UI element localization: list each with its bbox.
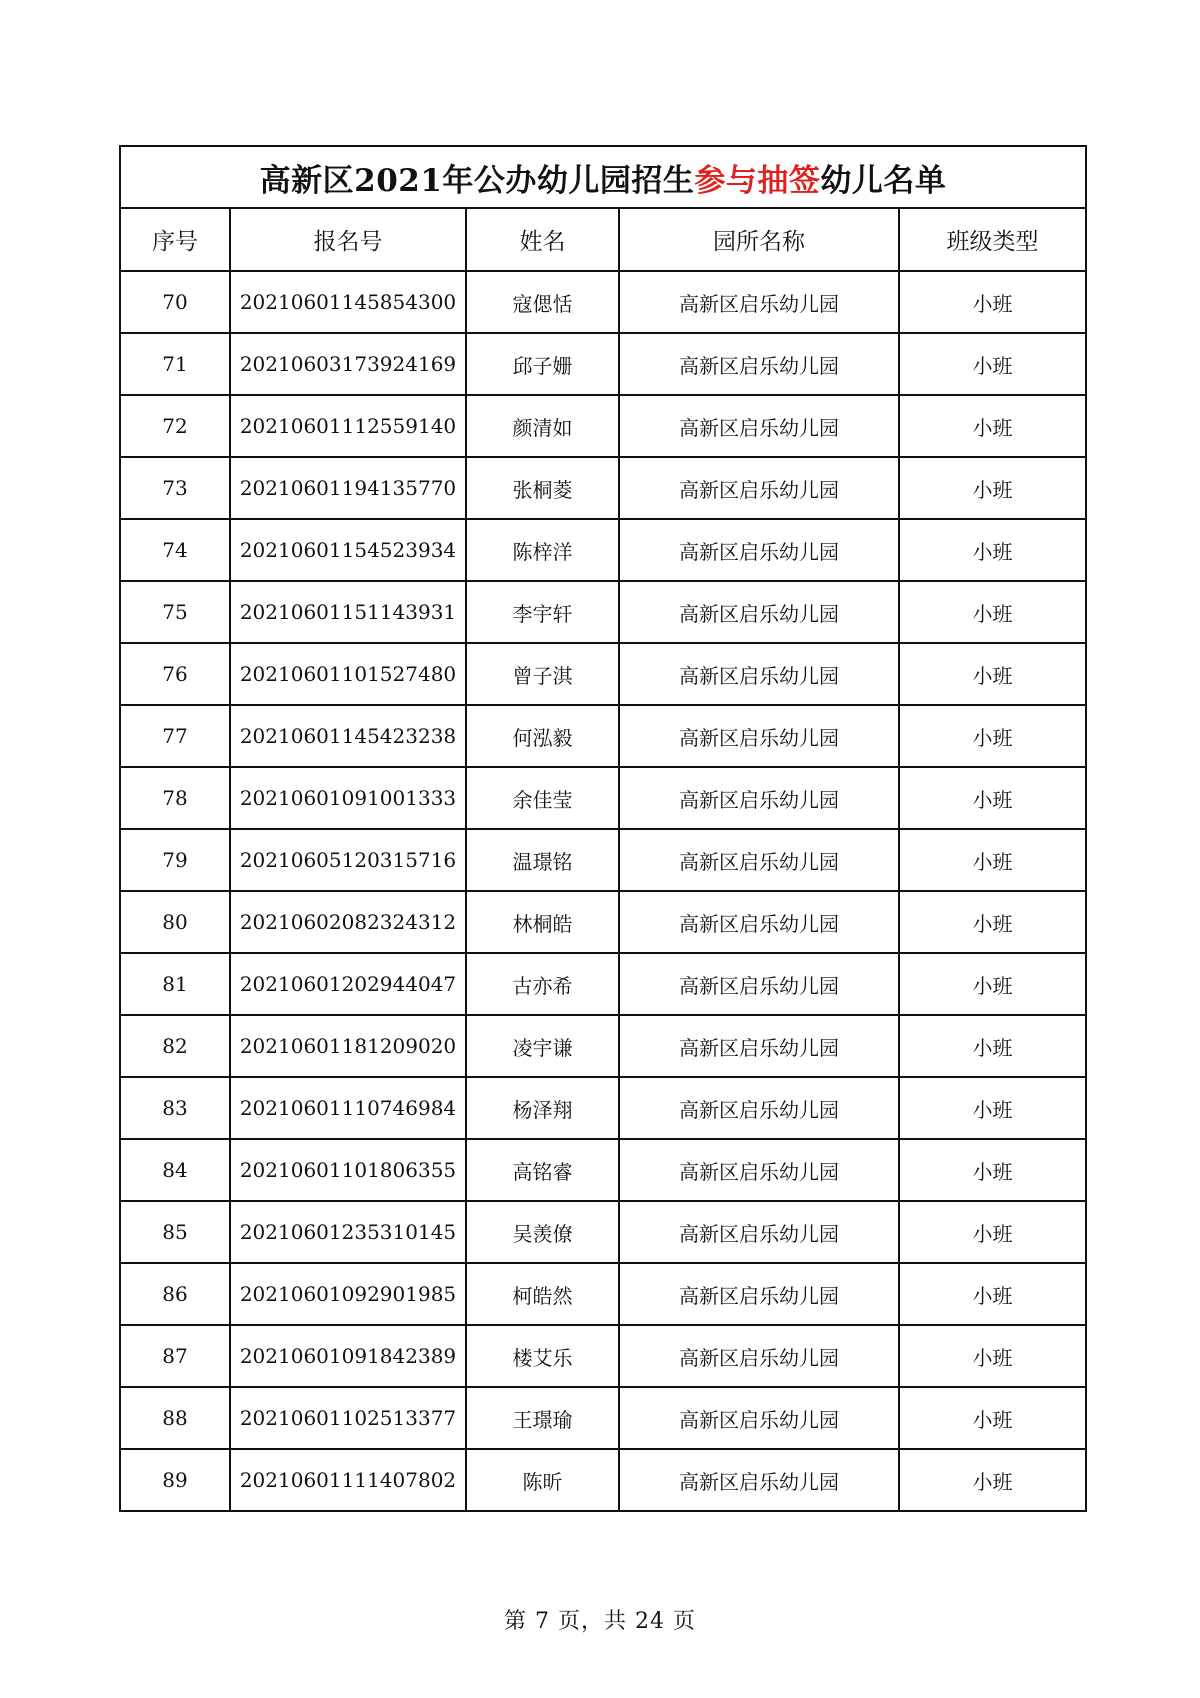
cell-registration-number: 20210601202944047 — [230, 953, 466, 1015]
cell-number: 77 — [120, 705, 230, 767]
cell-number: 74 — [120, 519, 230, 581]
cell-school-name: 高新区启乐幼儿园 — [619, 1263, 899, 1325]
cell-number: 89 — [120, 1449, 230, 1511]
cell-class-type: 小班 — [899, 271, 1086, 333]
table-row — [120, 333, 1086, 395]
cell-registration-number: 20210602082324312 — [230, 891, 466, 953]
cell-number: 78 — [120, 767, 230, 829]
cell-name: 高铭睿 — [466, 1139, 619, 1201]
cell-school-name: 高新区启乐幼儿园 — [619, 457, 899, 519]
cell-class-type: 小班 — [899, 1201, 1086, 1263]
cell-number: 72 — [120, 395, 230, 457]
cell-school-name: 高新区启乐幼儿园 — [619, 1015, 899, 1077]
cell-class-type: 小班 — [899, 643, 1086, 705]
column-header-class-type: 班级类型 — [899, 208, 1086, 271]
cell-school-name: 高新区启乐幼儿园 — [619, 581, 899, 643]
cell-registration-number: 20210601101527480 — [230, 643, 466, 705]
page-footer: 第 7 页，共 24 页 — [504, 1609, 696, 1634]
cell-registration-number: 20210601101806355 — [230, 1139, 466, 1201]
cell-school-name: 高新区启乐幼儿园 — [619, 1387, 899, 1449]
cell-class-type: 小班 — [899, 953, 1086, 1015]
cell-registration-number: 20210601091842389 — [230, 1325, 466, 1387]
cell-registration-number: 20210601091001333 — [230, 767, 466, 829]
cell-name: 余佳莹 — [466, 767, 619, 829]
cell-name: 古亦希 — [466, 953, 619, 1015]
title-prefix: 高新区2021年公办幼儿园招生 — [259, 162, 695, 199]
cell-name: 凌宇谦 — [466, 1015, 619, 1077]
table-row — [120, 1449, 1086, 1511]
cell-registration-number: 20210601112559140 — [230, 395, 466, 457]
cell-number: 88 — [120, 1387, 230, 1449]
cell-name: 李宇轩 — [466, 581, 619, 643]
cell-school-name: 高新区启乐幼儿园 — [619, 643, 899, 705]
cell-registration-number: 20210601102513377 — [230, 1387, 466, 1449]
title-highlight: 参与抽签 — [694, 162, 821, 199]
cell-registration-number: 20210605120315716 — [230, 829, 466, 891]
table-row — [120, 581, 1086, 643]
cell-class-type: 小班 — [899, 1387, 1086, 1449]
column-header-school-name: 园所名称 — [619, 208, 899, 271]
cell-number: 85 — [120, 1201, 230, 1263]
cell-class-type: 小班 — [899, 1263, 1086, 1325]
cell-number: 87 — [120, 1325, 230, 1387]
cell-registration-number: 20210601145854300 — [230, 271, 466, 333]
column-header-number: 序号 — [120, 208, 230, 271]
table-row — [120, 1387, 1086, 1449]
cell-number: 71 — [120, 333, 230, 395]
table-row — [120, 1077, 1086, 1139]
cell-name: 陈梓洋 — [466, 519, 619, 581]
cell-number: 75 — [120, 581, 230, 643]
table-row — [120, 271, 1086, 333]
table-row — [120, 705, 1086, 767]
table-row — [120, 829, 1086, 891]
cell-name: 颜清如 — [466, 395, 619, 457]
cell-school-name: 高新区启乐幼儿园 — [619, 1325, 899, 1387]
cell-registration-number: 20210601235310145 — [230, 1201, 466, 1263]
cell-registration-number: 20210601194135770 — [230, 457, 466, 519]
table-row — [120, 767, 1086, 829]
cell-class-type: 小班 — [899, 1139, 1086, 1201]
table-row — [120, 1015, 1086, 1077]
cell-number: 81 — [120, 953, 230, 1015]
cell-registration-number: 20210601154523934 — [230, 519, 466, 581]
table-row — [120, 1263, 1086, 1325]
cell-name: 寇偲恬 — [466, 271, 619, 333]
cell-school-name: 高新区启乐幼儿园 — [619, 1139, 899, 1201]
cell-class-type: 小班 — [899, 1015, 1086, 1077]
cell-class-type: 小班 — [899, 581, 1086, 643]
cell-registration-number: 20210601111407802 — [230, 1449, 466, 1511]
cell-class-type: 小班 — [899, 891, 1086, 953]
cell-name: 曾子淇 — [466, 643, 619, 705]
cell-number: 70 — [120, 271, 230, 333]
cell-number: 82 — [120, 1015, 230, 1077]
cell-number: 73 — [120, 457, 230, 519]
cell-name: 张桐菱 — [466, 457, 619, 519]
cell-school-name: 高新区启乐幼儿园 — [619, 519, 899, 581]
cell-class-type: 小班 — [899, 1325, 1086, 1387]
cell-class-type: 小班 — [899, 1449, 1086, 1511]
cell-number: 86 — [120, 1263, 230, 1325]
cell-name: 陈昕 — [466, 1449, 619, 1511]
cell-school-name: 高新区启乐幼儿园 — [619, 953, 899, 1015]
cell-name: 柯皓然 — [466, 1263, 619, 1325]
cell-registration-number: 20210601092901985 — [230, 1263, 466, 1325]
cell-class-type: 小班 — [899, 395, 1086, 457]
table-title — [120, 146, 1086, 208]
table-row — [120, 643, 1086, 705]
cell-school-name: 高新区启乐幼儿园 — [619, 1201, 899, 1263]
cell-registration-number: 20210603173924169 — [230, 333, 466, 395]
cell-class-type: 小班 — [899, 705, 1086, 767]
cell-number: 76 — [120, 643, 230, 705]
cell-school-name: 高新区启乐幼儿园 — [619, 1077, 899, 1139]
cell-name: 杨泽翔 — [466, 1077, 619, 1139]
cell-registration-number: 20210601181209020 — [230, 1015, 466, 1077]
enrollment-table — [119, 145, 1087, 1512]
table-row — [120, 891, 1086, 953]
cell-number: 80 — [120, 891, 230, 953]
cell-number: 84 — [120, 1139, 230, 1201]
cell-name: 王璟瑜 — [466, 1387, 619, 1449]
table-row — [120, 519, 1086, 581]
cell-number: 79 — [120, 829, 230, 891]
cell-name: 林桐皓 — [466, 891, 619, 953]
cell-school-name: 高新区启乐幼儿园 — [619, 705, 899, 767]
table-row — [120, 457, 1086, 519]
cell-school-name: 高新区启乐幼儿园 — [619, 271, 899, 333]
cell-school-name: 高新区启乐幼儿园 — [619, 767, 899, 829]
cell-name: 温璟铭 — [466, 829, 619, 891]
column-header-name: 姓名 — [466, 208, 619, 271]
table-row — [120, 1325, 1086, 1387]
cell-name: 何泓毅 — [466, 705, 619, 767]
cell-school-name: 高新区启乐幼儿园 — [619, 1449, 899, 1511]
cell-school-name: 高新区启乐幼儿园 — [619, 891, 899, 953]
cell-class-type: 小班 — [899, 1077, 1086, 1139]
cell-class-type: 小班 — [899, 519, 1086, 581]
cell-school-name: 高新区启乐幼儿园 — [619, 333, 899, 395]
column-header-registration-number: 报名号 — [230, 208, 466, 271]
cell-name: 吴羡僚 — [466, 1201, 619, 1263]
cell-class-type: 小班 — [899, 457, 1086, 519]
cell-school-name: 高新区启乐幼儿园 — [619, 395, 899, 457]
cell-name: 邱子姗 — [466, 333, 619, 395]
cell-class-type: 小班 — [899, 333, 1086, 395]
table-row — [120, 395, 1086, 457]
cell-name: 楼艾乐 — [466, 1325, 619, 1387]
cell-number: 83 — [120, 1077, 230, 1139]
cell-school-name: 高新区启乐幼儿园 — [619, 829, 899, 891]
cell-class-type: 小班 — [899, 829, 1086, 891]
cell-class-type: 小班 — [899, 767, 1086, 829]
cell-registration-number: 20210601145423238 — [230, 705, 466, 767]
cell-registration-number: 20210601151143931 — [230, 581, 466, 643]
title-suffix: 幼儿名单 — [820, 162, 947, 199]
cell-registration-number: 20210601110746984 — [230, 1077, 466, 1139]
table-row — [120, 953, 1086, 1015]
table-body — [120, 271, 1086, 1511]
table-row — [120, 1139, 1086, 1201]
table-row — [120, 1201, 1086, 1263]
header-row — [120, 208, 1086, 271]
